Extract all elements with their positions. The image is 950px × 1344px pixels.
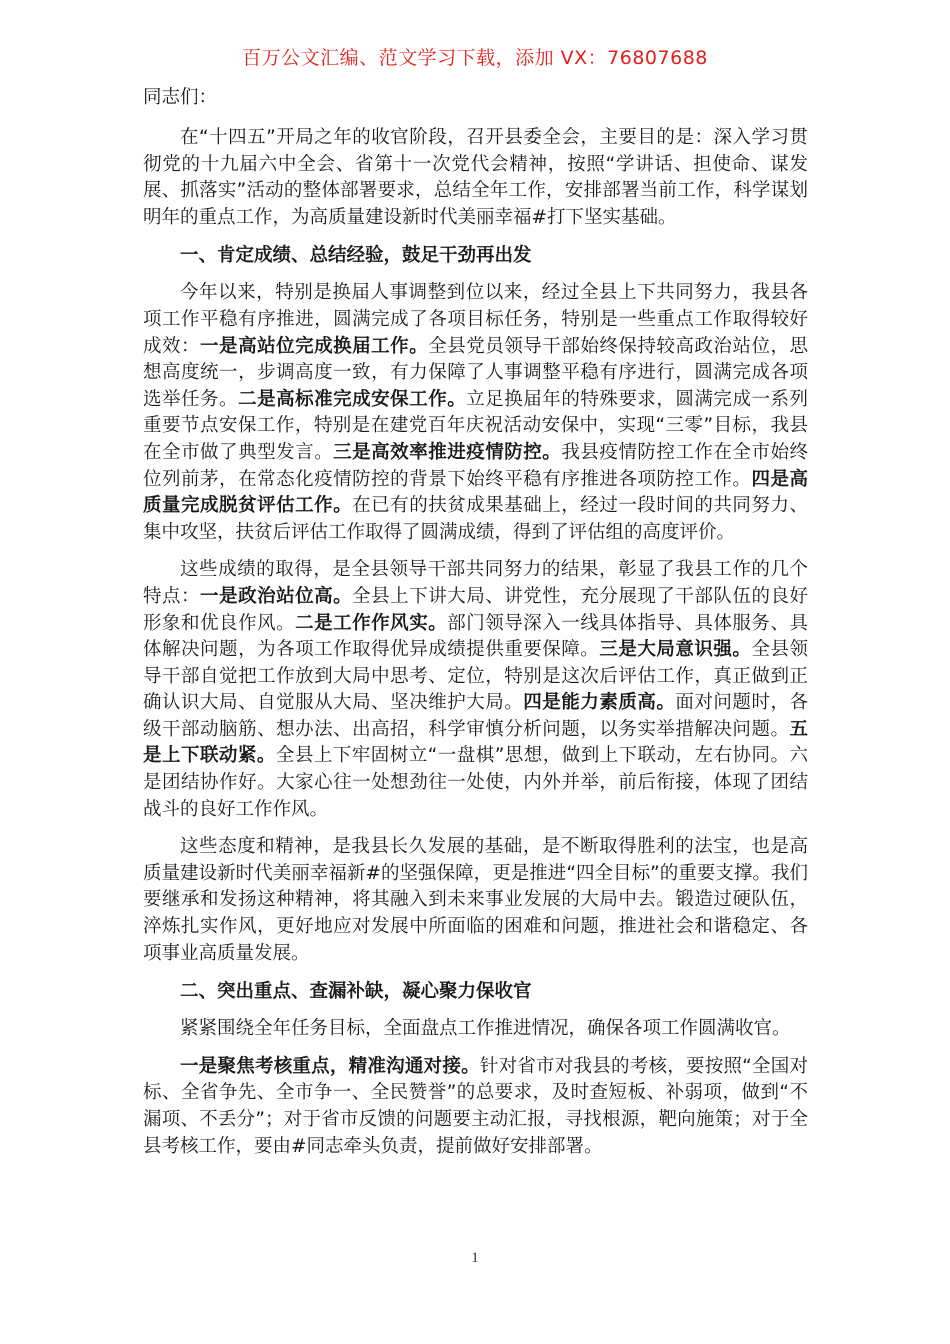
text-run: 全县党员领导干部始终保持较高政治站位，思想高度统一，步调高度一致，有力保障了人事调整平稳有序进行，圆满完成各项选举任务。: [143, 335, 808, 410]
bold-lead: 二是高标准完成安保工作。: [238, 388, 467, 410]
text-run: 今年以来，特别是换届人事调整到位以来，经过全县上下共同努力，我县各项工作平稳有序推进，圆满完成了各项目标任务，特别是一些重点工作取得较好成效：: [143, 282, 808, 357]
text-run: 部门领导深入一线具体指导、具体服务、具体解决问题，为各项工作取得优异成绩提供重要保障。: [143, 612, 808, 661]
section-1-paragraph-3: 这些态度和精神，是我县长久发展的基础，是不断取得胜利的法宝，也是高质量建设新时代美丽幸福新#的坚强保障，更是推进“四全目标”的重要支撑。我们要继承和发扬这种精神，将其融入到未来事业发展的大局中去。锻造过硬队伍，淬炼扎实作风，更好地应对发展中所面临的困难和问题，推进社会和谐稳定、各项事业高质量发展。: [143, 836, 808, 964]
text-run: 立足换届年的特殊要求，圆满完成一系列重要节点安保工作，特别是在建党百年庆祝活动安保中，实现“三零”目标，我县在全市做了典型发言。: [143, 388, 808, 463]
section-1-paragraph-1: [143, 280, 808, 546]
bold-lead: 四是高质量完成脱贫评估工作。: [143, 468, 808, 517]
section-1-paragraph-2: [143, 557, 808, 823]
bold-lead: 一是政治站位高。: [200, 585, 353, 607]
text-run: 全县领导干部自觉把工作放到大局中思考、定位，特别是这次后评估工作，真正做到正确认识大局、自觉服从大局、坚决维护大局。: [143, 639, 808, 714]
bold-lead: 五是上下联动紧。: [143, 718, 808, 767]
intro-paragraph: 在“十四五”开局之年的收官阶段，召开县委全会，主要目的是：深入学习贯彻党的十九届六中全会、省第十一次党代会精神，按照“学讲话、担使命、谋发展、抓落实”活动的整体部署要求，总结全年工作，安排部署当前工作，科学谋划明年的重点工作，为高质量建设新时代美丽幸福#打下坚实基础。: [143, 127, 808, 228]
page-number: 1: [471, 1250, 479, 1266]
bold-lead: 三是高效率推进疫情防控。: [333, 441, 562, 463]
section-2-intro: 紧紧围绕全年任务目标，全面盘点工作推进情况，确保各项工作圆满收官。: [180, 1018, 791, 1040]
bold-lead: 三是大局意识强。: [599, 639, 752, 661]
section-2-heading: 二、突出重点、查漏补缺，凝心聚力保收官: [180, 981, 532, 1003]
text-run: 我县疫情防控工作在全市始终位列前茅，在常态化疫情防控的背景下始终平稳有序推进各项防控工作。: [143, 441, 808, 490]
section-1-heading: 一、肯定成绩、总结经验，鼓足干劲再出发: [180, 245, 532, 267]
text-run: 针对省市对我县的考核，要按照“全国对标、全省争先、全市争一、全民赞誉”的总要求，及时查短板、补弱项，做到“不漏项、不丢分”；对于省市反馈的问题要主动汇报，寻找根源，靶向施策；对于全县考核工作，要由#同志牵头负责，提前做好安排部署。: [143, 1055, 808, 1157]
header-banner: 百万公文汇编、范文学习下载，添加 VX：76807688: [242, 47, 708, 69]
bold-lead: 一是高站位完成换届工作。: [200, 335, 429, 357]
bold-lead: 四是能力素质高。: [523, 692, 676, 714]
text-run: 全县上下讲大局、讲党性，充分展现了干部队伍的良好形象和优良作风。: [143, 585, 808, 634]
text-run: 全县上下牢固树立“一盘棋”思想，做到上下联动，左右协同。六是团结协作好。大家心往一处想劲往一处使，内外并举，前后衔接，体现了团结战斗的良好工作作风。: [143, 745, 808, 820]
text-run: 这些成绩的取得，是全县领导干部共同努力的结果，彰显了我县工作的几个特点：: [143, 559, 808, 607]
bold-lead: 一是聚焦考核重点，精准沟通对接。: [180, 1055, 480, 1077]
document-body: [143, 84, 808, 1171]
text-run: 面对问题时，各级干部动脑筋、想办法、出高招，科学审慎分析问题，以务实举措解决问题。: [143, 692, 808, 740]
bold-lead: 二是工作作风实。: [295, 612, 448, 634]
greeting: 同志们：: [143, 87, 218, 108]
section-2-paragraph-1: [143, 1054, 808, 1160]
text-run: 在已有的扶贫成果基础上，经过一段时间的共同努力、集中攻坚，扶贫后评估工作取得了圆满成绩，得到了评估组的高度评价。: [143, 495, 808, 543]
